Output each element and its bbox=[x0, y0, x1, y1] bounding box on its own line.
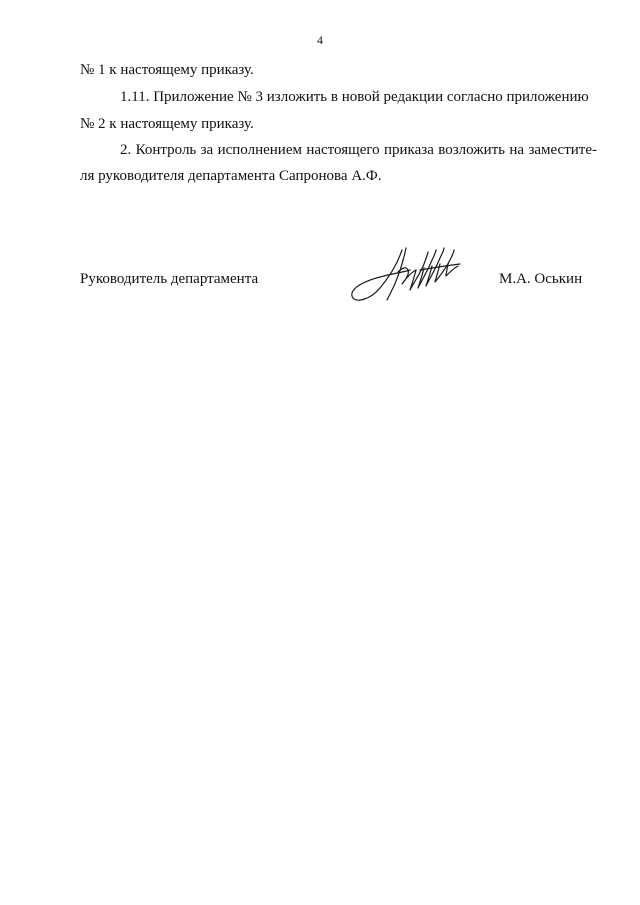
text-line-5: ля руководителя департамента Сапронова А.Ф. bbox=[80, 168, 382, 184]
text-line-2: 1.11. Приложение № 3 изложить в новой редакции согласно приложению bbox=[120, 89, 589, 105]
text-line-4: 2. Контроль за исполнением настоящего приказа возложить на заместите- bbox=[120, 142, 597, 158]
signatory-name: М.А. Оськин bbox=[499, 271, 583, 287]
signatory-title: Руководитель департамента bbox=[80, 271, 259, 287]
handwritten-signature bbox=[340, 242, 470, 308]
page-number: 4 bbox=[317, 33, 323, 47]
text-line-1: № 1 к настоящему приказу. bbox=[80, 62, 254, 78]
text-line-3: № 2 к настоящему приказу. bbox=[80, 116, 254, 132]
